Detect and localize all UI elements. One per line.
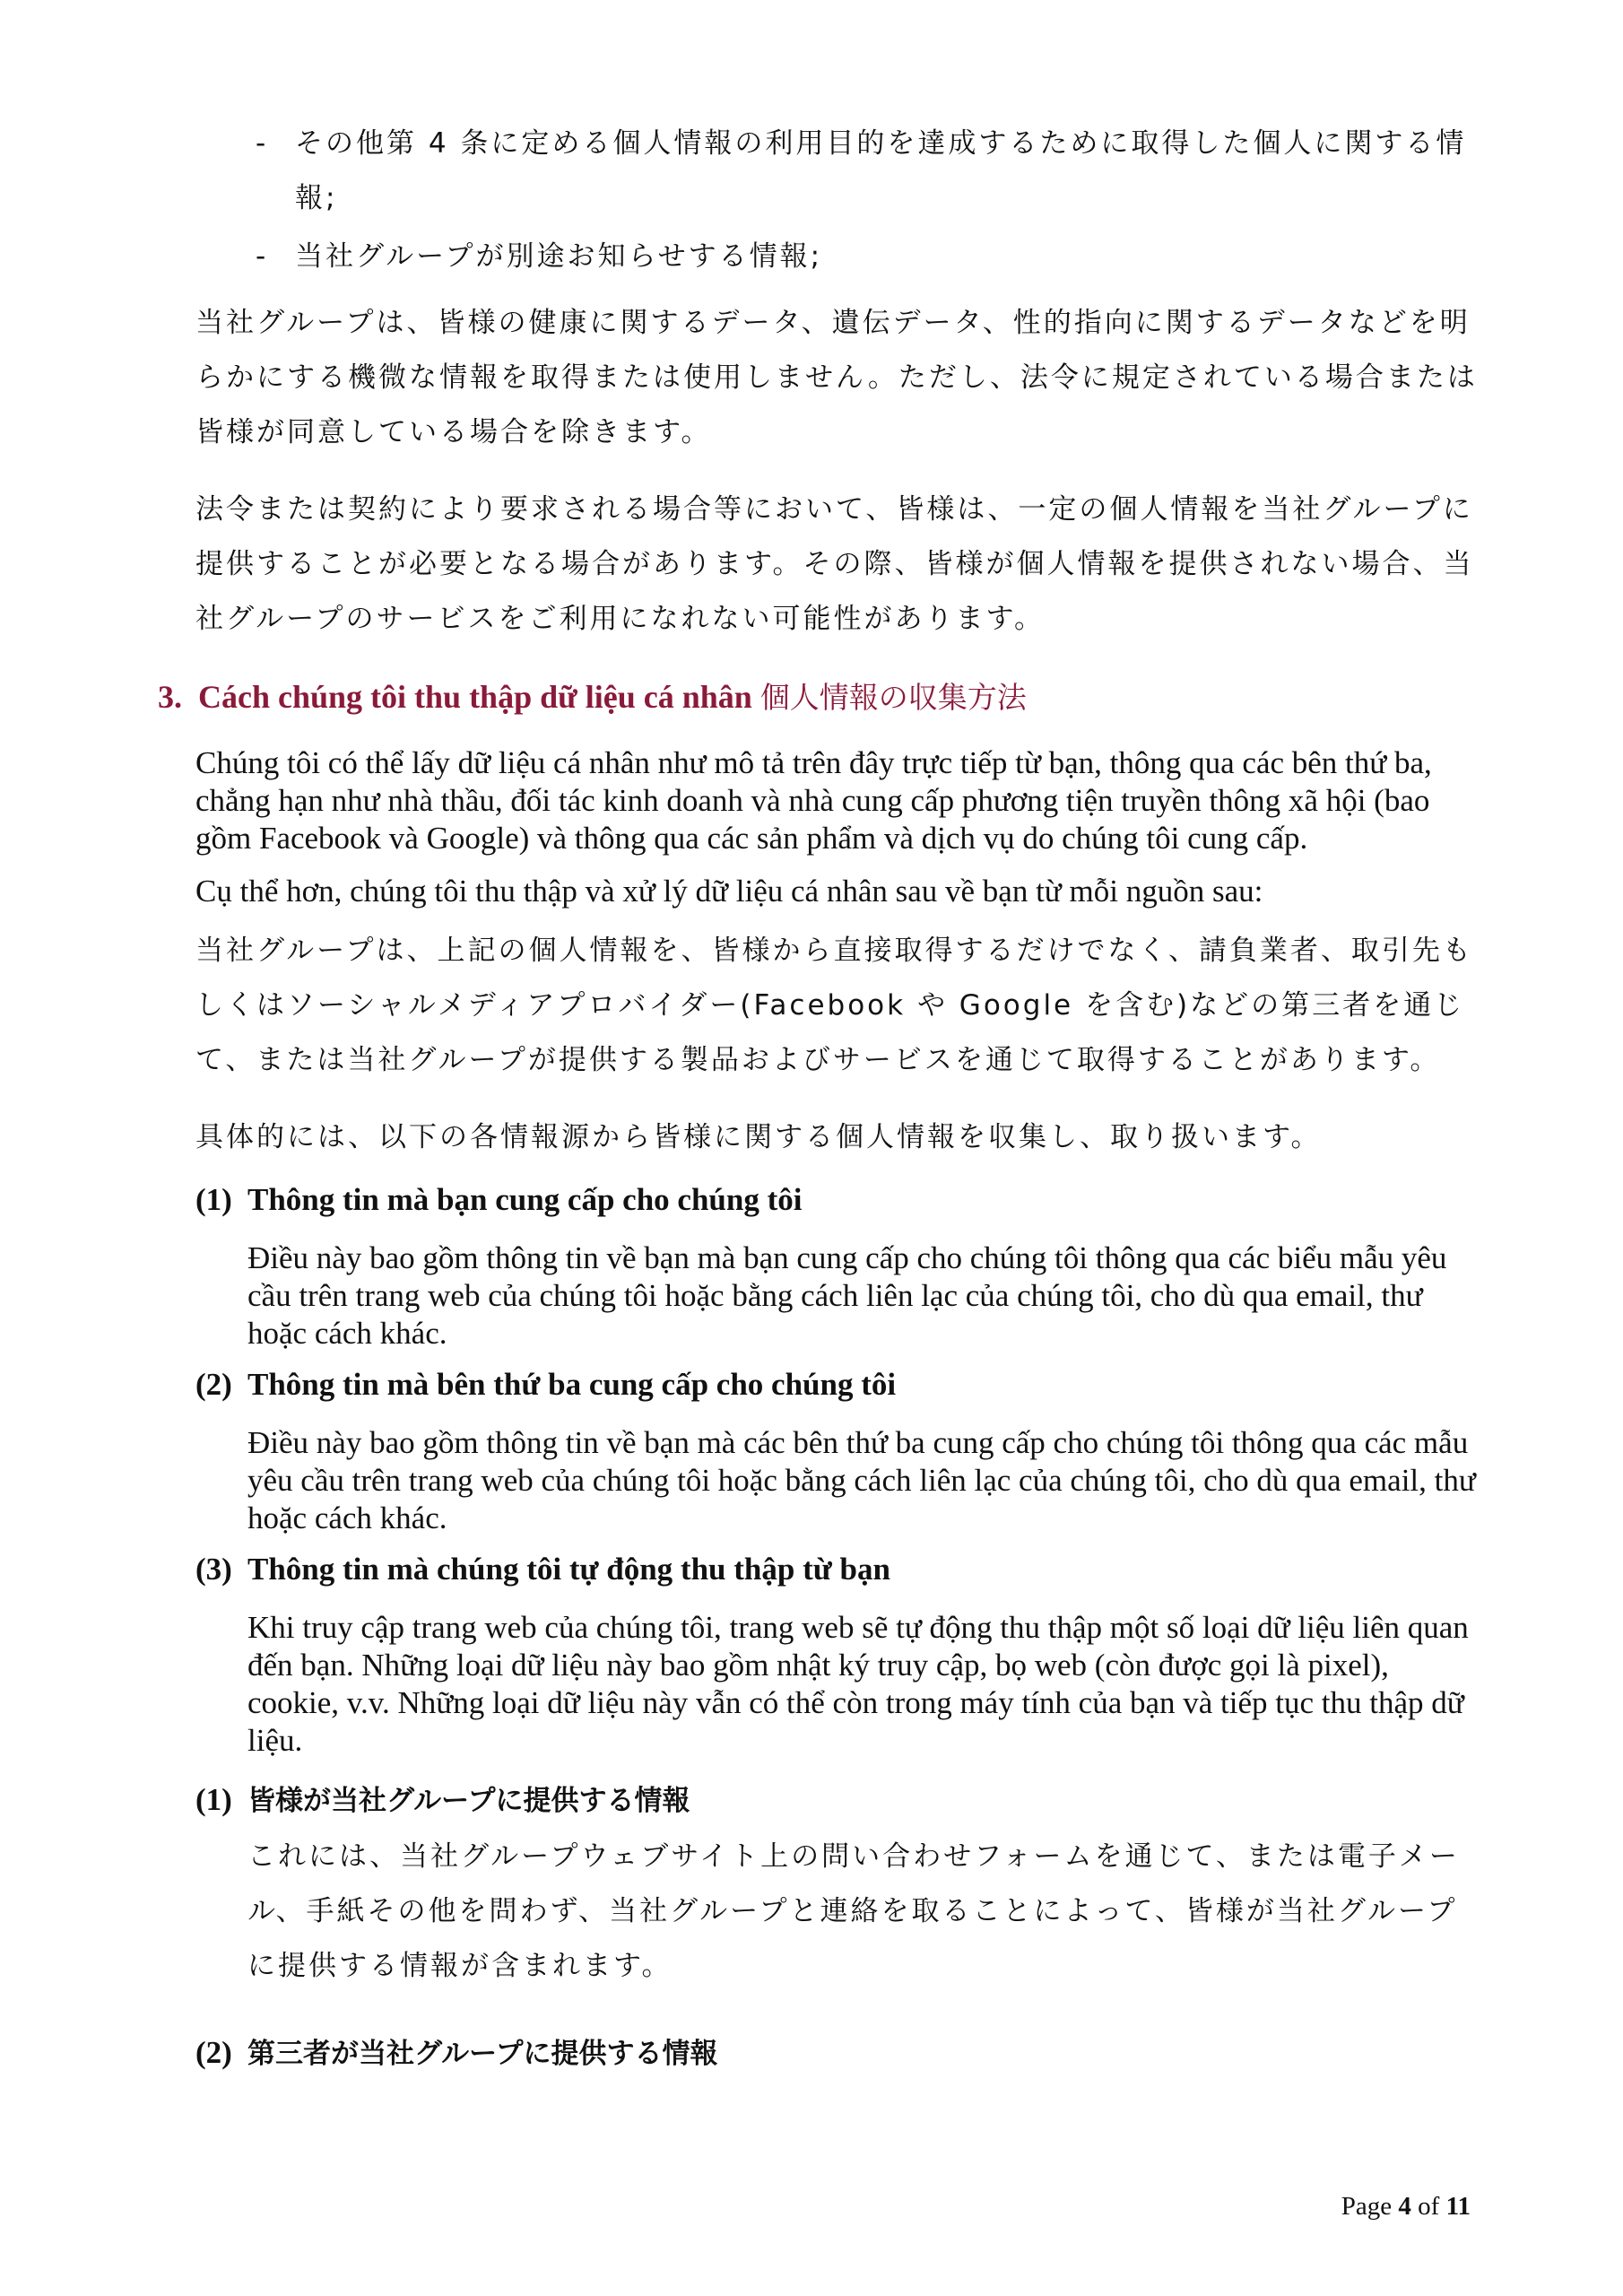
page-number-footer	[1341, 2192, 1471, 2222]
item-vi-1-body: Điều này bao gồm thông tin về bạn mà bạn cung cấp cho chúng tôi thông qua các biểu mẫu yêu cầu trên trang web của chúng tôi hoặc bằng cách liên lạc của chúng tôi, cho dù qua email, thư hoặc cách khác.	[247, 1240, 1447, 1351]
item-vi-2-body: Điều này bao gồm thông tin về bạn mà các bên thứ ba cung cấp cho chúng tôi thông qua các mẫu yêu cầu trên trang web của chúng tôi hoặc bằng cách liên lạc của chúng tôi, cho dù qua email, thư hoặc cách khác.	[247, 1425, 1476, 1535]
item-vi-2-heading	[195, 1367, 896, 1403]
item-title: 第三者が当社グループに提供する情報	[247, 2038, 718, 2070]
item-number: (3)	[195, 1552, 232, 1587]
bullet-item	[256, 230, 1484, 284]
item-number: (1)	[195, 1782, 232, 1817]
bullet-text: 当社グループが別途お知らせする情報;	[295, 240, 823, 273]
item-title: Thông tin mà bên thứ ba cung cấp cho chúng tôi	[247, 1367, 897, 1402]
footer-total-pages: 11	[1445, 2192, 1471, 2221]
footer-current-page: 4	[1398, 2192, 1411, 2221]
footer-prefix: Page	[1341, 2192, 1399, 2221]
item-jp-1-body: これには、当社グループウェブサイト上の問い合わせフォームを通じて、または電子メール、手紙その他を問わず、当社グループと連絡を取ることによって、皆様が当社グループに提供する情報が含まれます。	[247, 1840, 1460, 1982]
item-title: Thông tin mà chúng tôi tự động thu thập từ bạn	[247, 1552, 890, 1587]
intro2-paragraph-jp: 具体的には、以下の各情報源から皆様に関する個人情報を収集し、取り扱います。	[195, 1121, 1322, 1153]
intro-paragraph-jp: 当社グループは、上記の個人情報を、皆様から直接取得するだけでなく、請負業者、取引先もしくはソーシャルメディアプロバイダー(Facebook や Google を含む)などの第三者を通じて、または当社グループが提供する製品およびサービスを通じて取得することがあります。	[195, 935, 1473, 1076]
item-title: Thông tin mà bạn cung cấp cho chúng tôi	[247, 1182, 803, 1217]
item-jp-2-heading	[195, 2031, 718, 2071]
section-number: 3.	[158, 679, 182, 715]
bullet-dash: -	[256, 240, 269, 273]
section-3-heading	[158, 674, 1027, 717]
intro-paragraph-vi: Chúng tôi có thể lấy dữ liệu cá nhân như mô tả trên đây trực tiếp từ bạn, thông qua các bên thứ ba, chẳng hạn như nhà thầu, đối tác kinh doanh và nhà cung cấp phương tiện truyền thông xã hội (bao gồm Facebook và Google) và thông qua các sản phẩm và dịch vụ do chúng tôi cung cấp.	[195, 745, 1432, 856]
bullet-item	[256, 117, 1484, 226]
intro2-paragraph-vi: Cụ thể hơn, chúng tôi thu thập và xử lý dữ liệu cá nhân sau về bạn từ mỗi nguồn sau:	[195, 874, 1263, 909]
item-number: (1)	[195, 1182, 232, 1217]
section-title-jp: 個人情報の収集方法	[759, 680, 1027, 715]
footer-of: of	[1410, 2192, 1446, 2221]
item-number: (2)	[195, 2035, 232, 2070]
item-title: 皆様が当社グループに提供する情報	[247, 1785, 690, 1817]
item-number: (2)	[195, 1367, 232, 1402]
item-vi-3-body: Khi truy cập trang web của chúng tôi, trang web sẽ tự động thu thập một số loại dữ liệu liên quan đến bạn. Những loại dữ liệu này bao gồm nhật ký truy cập, bọ web (còn được gọi là pixel), cookie, v.v. Những loại dữ liệu này vẫn có thể còn trong máy tính của bạn và tiếp tục thu thập dữ liệu.	[247, 1610, 1469, 1758]
item-jp-1-heading	[195, 1778, 690, 1818]
section-title-vi: Cách chúng tôi thu thập dữ liệu cá nhân	[198, 679, 752, 715]
item-vi-3-heading	[195, 1552, 890, 1587]
bullet-dash: -	[256, 127, 269, 160]
item-vi-1-heading	[195, 1182, 802, 1218]
bullet-text: その他第 4 条に定める個人情報の利用目的を達成するために取得した個人に関する情報;	[295, 127, 1467, 214]
paragraph-provision-required: 法令または契約により要求される場合等において、皆様は、一定の個人情報を当社グループに提供することが必要となる場合があります。その際、皆様が個人情報を提供されない場合、当社グループのサービスをご利用になれない可能性があります。	[195, 493, 1474, 635]
paragraph-sensitive-info: 当社グループは、皆様の健康に関するデータ、遺伝データ、性的指向に関するデータなどを明らかにする機微な情報を取得または使用しません。ただし、法令に規定されている場合または皆様が同意している場合を除きます。	[195, 307, 1478, 448]
